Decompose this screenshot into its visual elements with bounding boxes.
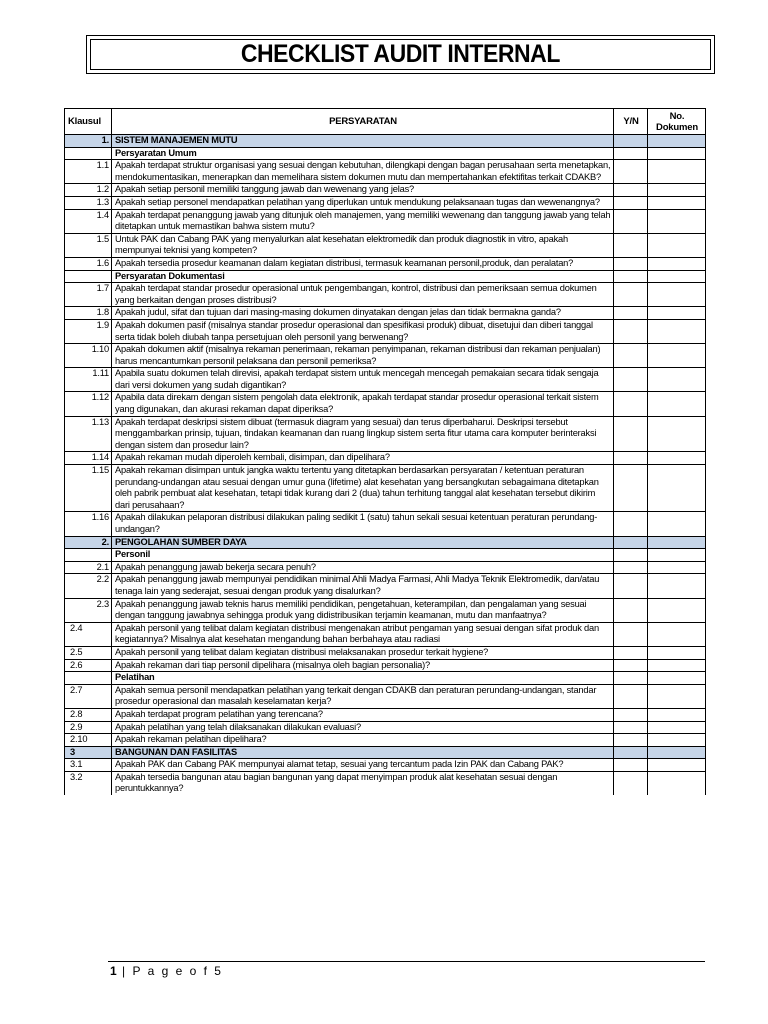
table-row [65, 561, 706, 574]
header-yn: Y/N [614, 109, 648, 135]
klausul-cell: 1.9 [65, 319, 112, 343]
table-row [65, 771, 706, 795]
klausul-cell: 2.2 [65, 574, 112, 598]
document-number-cell[interactable] [648, 416, 706, 452]
yn-cell[interactable] [614, 160, 648, 184]
yn-cell[interactable] [614, 672, 648, 685]
table-row [65, 319, 706, 343]
table-row [65, 307, 706, 320]
yn-cell[interactable] [614, 452, 648, 465]
table-row [65, 622, 706, 646]
requirement-cell: Apakah rekaman mudah diperoleh kembali, disimpan, dan dipelihara? [112, 452, 614, 465]
header-klausul: Klausul [65, 109, 112, 135]
table-row [65, 734, 706, 747]
requirement-cell: Apakah semua personil mendapatkan pelatihan yang terkait dengan CDAKB dan peraturan perundang-undangan, standar prosedur operasional dan masalah keselamatan kerja? [112, 684, 614, 708]
yn-cell[interactable] [614, 574, 648, 598]
document-number-cell[interactable] [648, 598, 706, 622]
requirement-cell: Apabila suatu dokumen telah direvisi, apakah terdapat sistem untuk mencegah mencegah pemakaian secara tidak sengaja dari versi dokumen yang sudah digantikan? [112, 368, 614, 392]
yn-cell[interactable] [614, 659, 648, 672]
klausul-cell [65, 549, 112, 562]
yn-cell[interactable] [614, 646, 648, 659]
requirement-cell: Apakah terdapat program pelatihan yang terencana? [112, 708, 614, 721]
document-number-cell[interactable] [648, 233, 706, 257]
requirement-cell: Apakah terdapat penanggung jawab yang ditunjuk oleh manajemen, yang memiliki wewenang dan tanggung jawab yang telah ditetapkan untuk memastikan bahwa sistem mutu? [112, 209, 614, 233]
table-row [65, 598, 706, 622]
klausul-cell: 2.7 [65, 684, 112, 708]
klausul-cell: 2.1 [65, 561, 112, 574]
yn-cell[interactable] [614, 392, 648, 416]
yn-cell[interactable] [614, 512, 648, 536]
klausul-cell: 1.12 [65, 392, 112, 416]
table-row [65, 283, 706, 307]
document-number-cell[interactable] [648, 672, 706, 685]
requirement-cell: Apakah judul, sifat dan tujuan dari masing-masing dokumen dinyatakan dengan jelas dan tidak bermakna ganda? [112, 307, 614, 320]
table-row [65, 684, 706, 708]
klausul-cell [65, 270, 112, 283]
yn-cell[interactable] [614, 184, 648, 197]
requirement-cell: Apakah rekaman dari tiap personil dipelihara (misalnya oleh bagian personalia)? [112, 659, 614, 672]
yn-cell[interactable] [614, 734, 648, 747]
section-row [65, 536, 706, 549]
section-row [65, 746, 706, 759]
requirement-cell: Apakah terdapat standar prosedur operasional untuk pengembangan, kontrol, distribusi dan pemeriksaan semua dokumen yang berkaitan dengan proses distribusi? [112, 283, 614, 307]
document-number-cell[interactable] [648, 465, 706, 512]
requirement-cell: Apakah PAK dan Cabang PAK mempunyai alamat tetap, sesuai yang tercantum pada Izin PAK dan Cabang PAK? [112, 759, 614, 772]
yn-cell[interactable] [614, 536, 648, 549]
yn-cell[interactable] [614, 416, 648, 452]
klausul-cell: 1.13 [65, 416, 112, 452]
requirement-cell: PENGOLAHAN SUMBER DAYA [112, 536, 614, 549]
document-number-cell[interactable] [648, 344, 706, 368]
yn-cell[interactable] [614, 344, 648, 368]
checklist-table [64, 108, 706, 795]
klausul-cell: 3.1 [65, 759, 112, 772]
klausul-cell: 2.6 [65, 659, 112, 672]
document-number-cell[interactable] [648, 319, 706, 343]
requirement-cell: Persyaratan Umum [112, 147, 614, 160]
yn-cell[interactable] [614, 759, 648, 772]
klausul-cell: 1.5 [65, 233, 112, 257]
requirement-cell: Apakah penanggung jawab bekerja secara penuh? [112, 561, 614, 574]
table-row [65, 209, 706, 233]
subsection-row [65, 270, 706, 283]
table-row [65, 708, 706, 721]
yn-cell[interactable] [614, 307, 648, 320]
requirement-cell: Apakah rekaman pelatihan dipelihara? [112, 734, 614, 747]
table-body [65, 135, 706, 796]
requirement-cell: Apakah setiap personel mendapatkan pelatihan yang diperlukan untuk mendukung pelaksanaan tugas dan wewenangnya? [112, 196, 614, 209]
document-number-cell[interactable] [648, 452, 706, 465]
yn-cell[interactable] [614, 270, 648, 283]
klausul-cell: 2. [65, 536, 112, 549]
table-row [65, 344, 706, 368]
table-row [65, 392, 706, 416]
yn-cell[interactable] [614, 561, 648, 574]
document-number-cell[interactable] [648, 759, 706, 772]
requirement-cell: Apakah personil yang telibat dalam kegiatan distribusi mengenakan atribut pengaman yang sesuai dengan sifat produk dan kegiatannya? Misalnya alat kesehatan mengandung bahan berbahaya atau radiasi [112, 622, 614, 646]
requirement-cell: Apakah dilakukan pelaporan distribusi dilakukan paling sedikit 1 (satu) tahun sekali sesuai ketentuan peraturan perundang-undangan? [112, 512, 614, 536]
subsection-row [65, 672, 706, 685]
document-number-cell[interactable] [648, 135, 706, 148]
subsection-row [65, 549, 706, 562]
document-number-cell[interactable] [648, 368, 706, 392]
document-number-cell[interactable] [648, 549, 706, 562]
klausul-cell: 1.16 [65, 512, 112, 536]
klausul-cell: 2.8 [65, 708, 112, 721]
document-number-cell[interactable] [648, 561, 706, 574]
klausul-cell: 2.3 [65, 598, 112, 622]
document-number-cell[interactable] [648, 307, 706, 320]
document-number-cell[interactable] [648, 771, 706, 795]
page-number: 1 [110, 964, 117, 978]
yn-cell[interactable] [614, 147, 648, 160]
klausul-cell: 2.4 [65, 622, 112, 646]
document-number-cell[interactable] [648, 270, 706, 283]
yn-cell[interactable] [614, 257, 648, 270]
table-row [65, 721, 706, 734]
document-number-cell[interactable] [648, 646, 706, 659]
klausul-cell: 1.11 [65, 368, 112, 392]
yn-cell[interactable] [614, 684, 648, 708]
klausul-cell: 1. [65, 135, 112, 148]
title-box [86, 35, 715, 74]
klausul-cell: 1.4 [65, 209, 112, 233]
document-number-cell[interactable] [648, 184, 706, 197]
requirement-cell: BANGUNAN DAN FASILITAS [112, 746, 614, 759]
klausul-cell: 3 [65, 746, 112, 759]
table-row [65, 233, 706, 257]
klausul-cell: 1.15 [65, 465, 112, 512]
document-number-cell[interactable] [648, 622, 706, 646]
table-row [65, 465, 706, 512]
requirement-cell: Apakah terdapat struktur organisasi yang sesuai dengan kebutuhan, dilengkapi dengan bagan perusahaan serta menetapkan, mendokumentasikan, menerapkan dan memelihara sistem dokumen mutu dan mempertahankan efektifitas terkait CDAKB? [112, 160, 614, 184]
requirement-cell: Apakah dokumen aktif (misalnya rekaman penerimaan, rekaman penyimpanan, rekaman distribusi dan rekaman penjualan) harus mencantumkan personil pelaksana dan personil pemeriksa? [112, 344, 614, 368]
document-number-cell[interactable] [648, 684, 706, 708]
page-label: P a g e o f 5 [132, 964, 223, 978]
requirement-cell: Untuk PAK dan Cabang PAK yang menyalurkan alat kesehatan elektromedik dan produk diagnostik in vitro, apakah mempunyai teknisi yang kompeten? [112, 233, 614, 257]
yn-cell[interactable] [614, 721, 648, 734]
table-row [65, 416, 706, 452]
yn-cell[interactable] [614, 233, 648, 257]
klausul-cell: 1.1 [65, 160, 112, 184]
yn-cell[interactable] [614, 771, 648, 795]
yn-cell[interactable] [614, 368, 648, 392]
document-number-cell[interactable] [648, 721, 706, 734]
requirement-cell: SISTEM MANAJEMEN MUTU [112, 135, 614, 148]
table-row [65, 574, 706, 598]
klausul-cell: 3.2 [65, 771, 112, 795]
yn-cell[interactable] [614, 465, 648, 512]
document-number-cell[interactable] [648, 512, 706, 536]
klausul-cell: 1.2 [65, 184, 112, 197]
document-number-cell[interactable] [648, 536, 706, 549]
klausul-cell: 1.7 [65, 283, 112, 307]
klausul-cell: 1.6 [65, 257, 112, 270]
requirement-cell: Apakah dokumen pasif (misalnya standar prosedur operasional dan spesifikasi produk) dibuat, disetujui dan diberi tanggal serta tidak boleh diubah tanpa persetujuan oleh personil yang berwenang? [112, 319, 614, 343]
yn-cell[interactable] [614, 209, 648, 233]
page-footer: 1 | P a g e o f 5 [110, 964, 223, 978]
table-row [65, 257, 706, 270]
klausul-cell: 1.10 [65, 344, 112, 368]
header-dokumen: No. Dokumen [648, 109, 706, 135]
document-number-cell[interactable] [648, 209, 706, 233]
requirement-cell: Apakah personil yang telibat dalam kegiatan distribusi melaksanakan prosedur terkait hygiene? [112, 646, 614, 659]
klausul-cell: 2.9 [65, 721, 112, 734]
document-number-cell[interactable] [648, 147, 706, 160]
requirement-cell: Apakah rekaman disimpan untuk jangka waktu tertentu yang ditetapkan berdasarkan persyaratan / ketentuan peraturan perundang-undangan atau sesuai dengan umur guna (lifetime) alat kesehatan yang bersangkutan sebagaimana ditetapkan oleh pabrik pembuat alat kesehatan, tetapi tidak kurang dari 2 (dua) tahun terhitung tanggal alat kesehatan tersebut dikirim dari perusahaan? [112, 465, 614, 512]
yn-cell[interactable] [614, 622, 648, 646]
requirement-cell: Pelatihan [112, 672, 614, 685]
table-row [65, 646, 706, 659]
document-number-cell[interactable] [648, 283, 706, 307]
klausul-cell: 1.3 [65, 196, 112, 209]
table-row [65, 196, 706, 209]
document-number-cell[interactable] [648, 160, 706, 184]
table-row [65, 659, 706, 672]
yn-cell[interactable] [614, 196, 648, 209]
document-number-cell[interactable] [648, 746, 706, 759]
requirement-cell: Apakah pelatihan yang telah dilaksanakan dilakukan evaluasi? [112, 721, 614, 734]
yn-cell[interactable] [614, 319, 648, 343]
requirement-cell: Apakah tersedia bangunan atau bagian bangunan yang dapat menyimpan produk alat kesehatan sesuai dengan peruntukkannya? [112, 771, 614, 795]
table-row [65, 452, 706, 465]
klausul-cell: 2.10 [65, 734, 112, 747]
yn-cell[interactable] [614, 549, 648, 562]
requirement-cell: Apakah setiap personil memiliki tanggung jawab dan wewenang yang jelas? [112, 184, 614, 197]
klausul-cell [65, 672, 112, 685]
requirement-cell: Apakah tersedia prosedur keamanan dalam kegiatan distribusi, termasuk keamanan personil,produk, dan peralatan? [112, 257, 614, 270]
requirement-cell: Persyaratan Dokumentasi [112, 270, 614, 283]
document-number-cell[interactable] [648, 257, 706, 270]
section-row [65, 135, 706, 148]
page-title: CHECKLIST AUDIT INTERNAL [240, 40, 561, 68]
requirement-cell: Personil [112, 549, 614, 562]
yn-cell[interactable] [614, 135, 648, 148]
klausul-cell: 2.5 [65, 646, 112, 659]
table-row [65, 512, 706, 536]
header-persyaratan: PERSYARATAN [112, 109, 614, 135]
klausul-cell: 1.8 [65, 307, 112, 320]
klausul-cell [65, 147, 112, 160]
yn-cell[interactable] [614, 283, 648, 307]
yn-cell[interactable] [614, 708, 648, 721]
table-row [65, 184, 706, 197]
requirement-cell: Apakah terdapat deskripsi sistem dibuat (termasuk diagram yang sesuai) dan terus diperbaharui. Deskripsi tersebut menggambarkan prinsip, tujuan, tindakan keamanan dan ruang lingkup sistem serta fitur utama cara komputer berinteraksi dengan sistem dan prosedur lain? [112, 416, 614, 452]
document-number-cell[interactable] [648, 196, 706, 209]
subsection-row [65, 147, 706, 160]
requirement-cell: Apabila data direkam dengan sistem pengolah data elektronik, apakah terdapat standar prosedur operasional terkait sistem yang digunakan, dan akurasi rekaman dapat diperiksa? [112, 392, 614, 416]
table-row [65, 368, 706, 392]
document-number-cell[interactable] [648, 708, 706, 721]
klausul-cell: 1.14 [65, 452, 112, 465]
document-number-cell[interactable] [648, 392, 706, 416]
yn-cell[interactable] [614, 598, 648, 622]
requirement-cell: Apakah penanggung jawab teknis harus memiliki pendidikan, pengetahuan, keterampilan, dan pengalaman yang sesuai dengan tanggung jawabnya sehingga produk yang didistribusikan terjamin keamanan, mutu dan manfaatnya? [112, 598, 614, 622]
document-number-cell[interactable] [648, 574, 706, 598]
document-number-cell[interactable] [648, 734, 706, 747]
footer-divider [108, 961, 705, 962]
table-header-row [65, 109, 706, 135]
requirement-cell: Apakah penanggung jawab mempunyai pendidikan minimal Ahli Madya Farmasi, Ahli Madya Teknik Elektromedik, dan/atau tenaga lain yang sederajat, sesuai dengan produk yang disalurkan? [112, 574, 614, 598]
table-row [65, 160, 706, 184]
yn-cell[interactable] [614, 746, 648, 759]
document-number-cell[interactable] [648, 659, 706, 672]
table-row [65, 759, 706, 772]
